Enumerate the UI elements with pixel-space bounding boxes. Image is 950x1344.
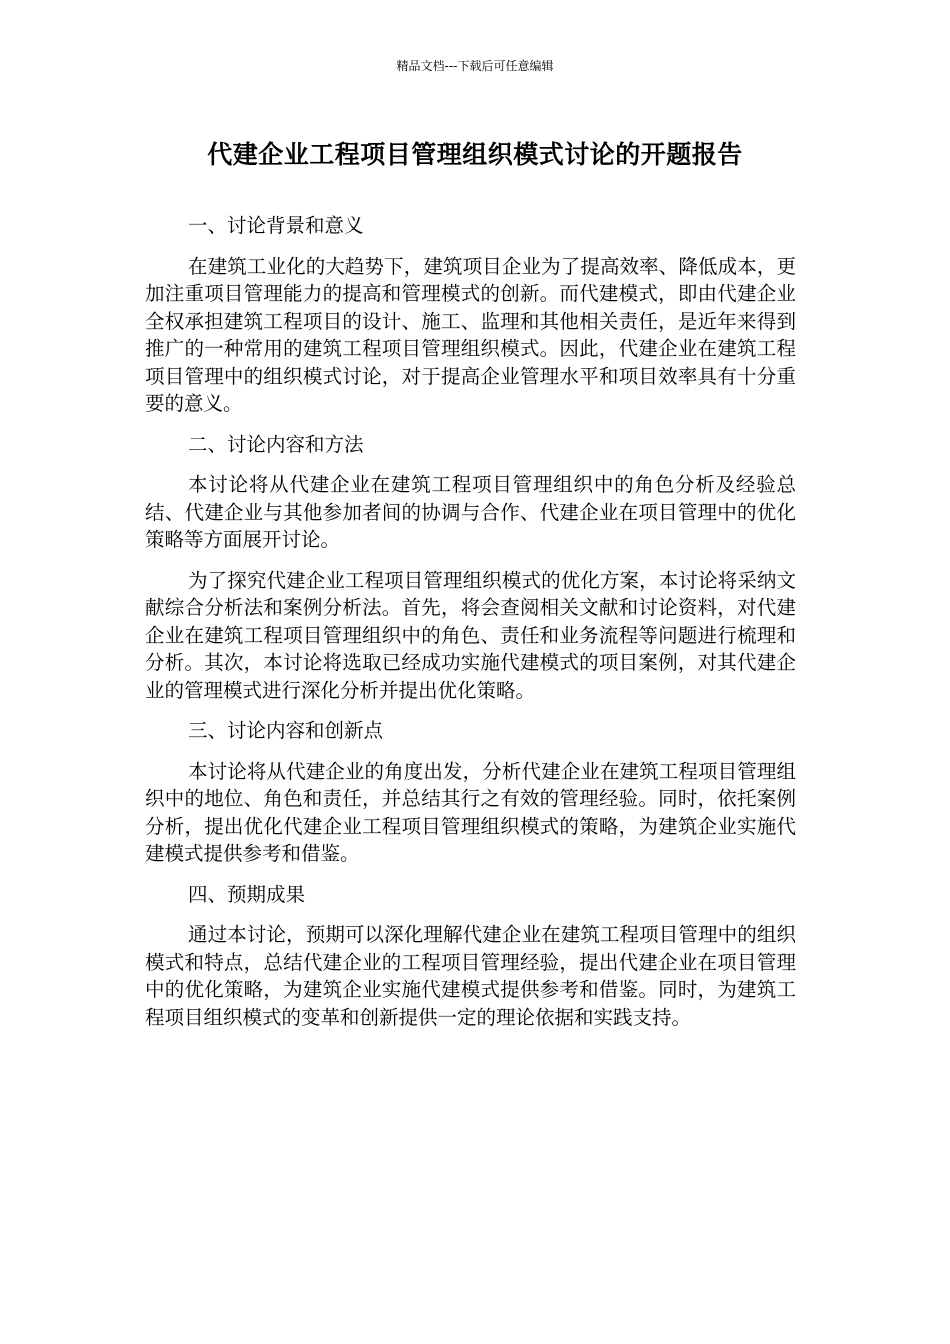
section-heading: 一、讨论背景和意义 bbox=[188, 214, 364, 237]
section-heading: 三、讨论内容和创新点 bbox=[188, 719, 384, 742]
section-background bbox=[145, 212, 796, 418]
section-expected-results bbox=[145, 881, 796, 1032]
document-body bbox=[145, 212, 796, 1044]
paragraph: 本讨论将从代建企业的角度出发，分析代建企业在建筑工程项目管理组织中的地位、角色和责任，并总结其行之有效的管理经验。同时，依托案例分析，提出优化代建企业工程项目管理组织模式的策略，为建筑企业实施代建模式提供参考和借鉴。 bbox=[145, 759, 796, 865]
header-note: 精品文档---下载后可任意编辑 bbox=[396, 59, 554, 73]
section-content-method bbox=[145, 431, 796, 705]
paragraph: 在建筑工业化的大趋势下，建筑项目企业为了提高效率、降低成本，更加注重项目管理能力的提高和管理模式的创新。而代建模式，即由代建企业全权承担建筑工程项目的设计、施工、监理和其他相关责任，是近年来得到推广的一种常用的建筑工程项目管理组织模式。因此，代建企业在建筑工程项目管理中的组织模式讨论，对于提高企业管理水平和项目效率具有十分重要的意义。 bbox=[145, 254, 796, 415]
section-innovation bbox=[145, 717, 796, 868]
paragraph: 本讨论将从代建企业在建筑工程项目管理组织中的角色分析及经验总结、代建企业与其他参加者间的协调与合作、代建企业在项目管理中的优化策略等方面展开讨论。 bbox=[145, 473, 796, 551]
section-heading: 四、预期成果 bbox=[188, 882, 306, 906]
paragraph: 为了探究代建企业工程项目管理组织模式的优化方案，本讨论将采纳文献综合分析法和案例分析法。首先，将会查阅相关文献和讨论资料，对代建企业在建筑工程项目管理组织中的角色、责任和业务流程等问题进行梳理和分析。其次，本讨论将选取已经成功实施代建模式的项目案例，对其代建企业的管理模式进行深化分析并提出优化策略。 bbox=[145, 568, 796, 702]
paragraph: 通过本讨论，预期可以深化理解代建企业在建筑工程项目管理中的组织模式和特点，总结代建企业的工程项目管理经验，提出代建企业在项目管理中的优化策略，为建筑企业实施代建模式提供参考和借鉴。同时，为建筑工程项目组织模式的变革和创新提供一定的理论依据和实践支持。 bbox=[145, 923, 796, 1029]
document-title: 代建企业工程项目管理组织模式讨论的开题报告 bbox=[207, 140, 743, 169]
section-heading: 二、讨论内容和方法 bbox=[188, 432, 364, 456]
